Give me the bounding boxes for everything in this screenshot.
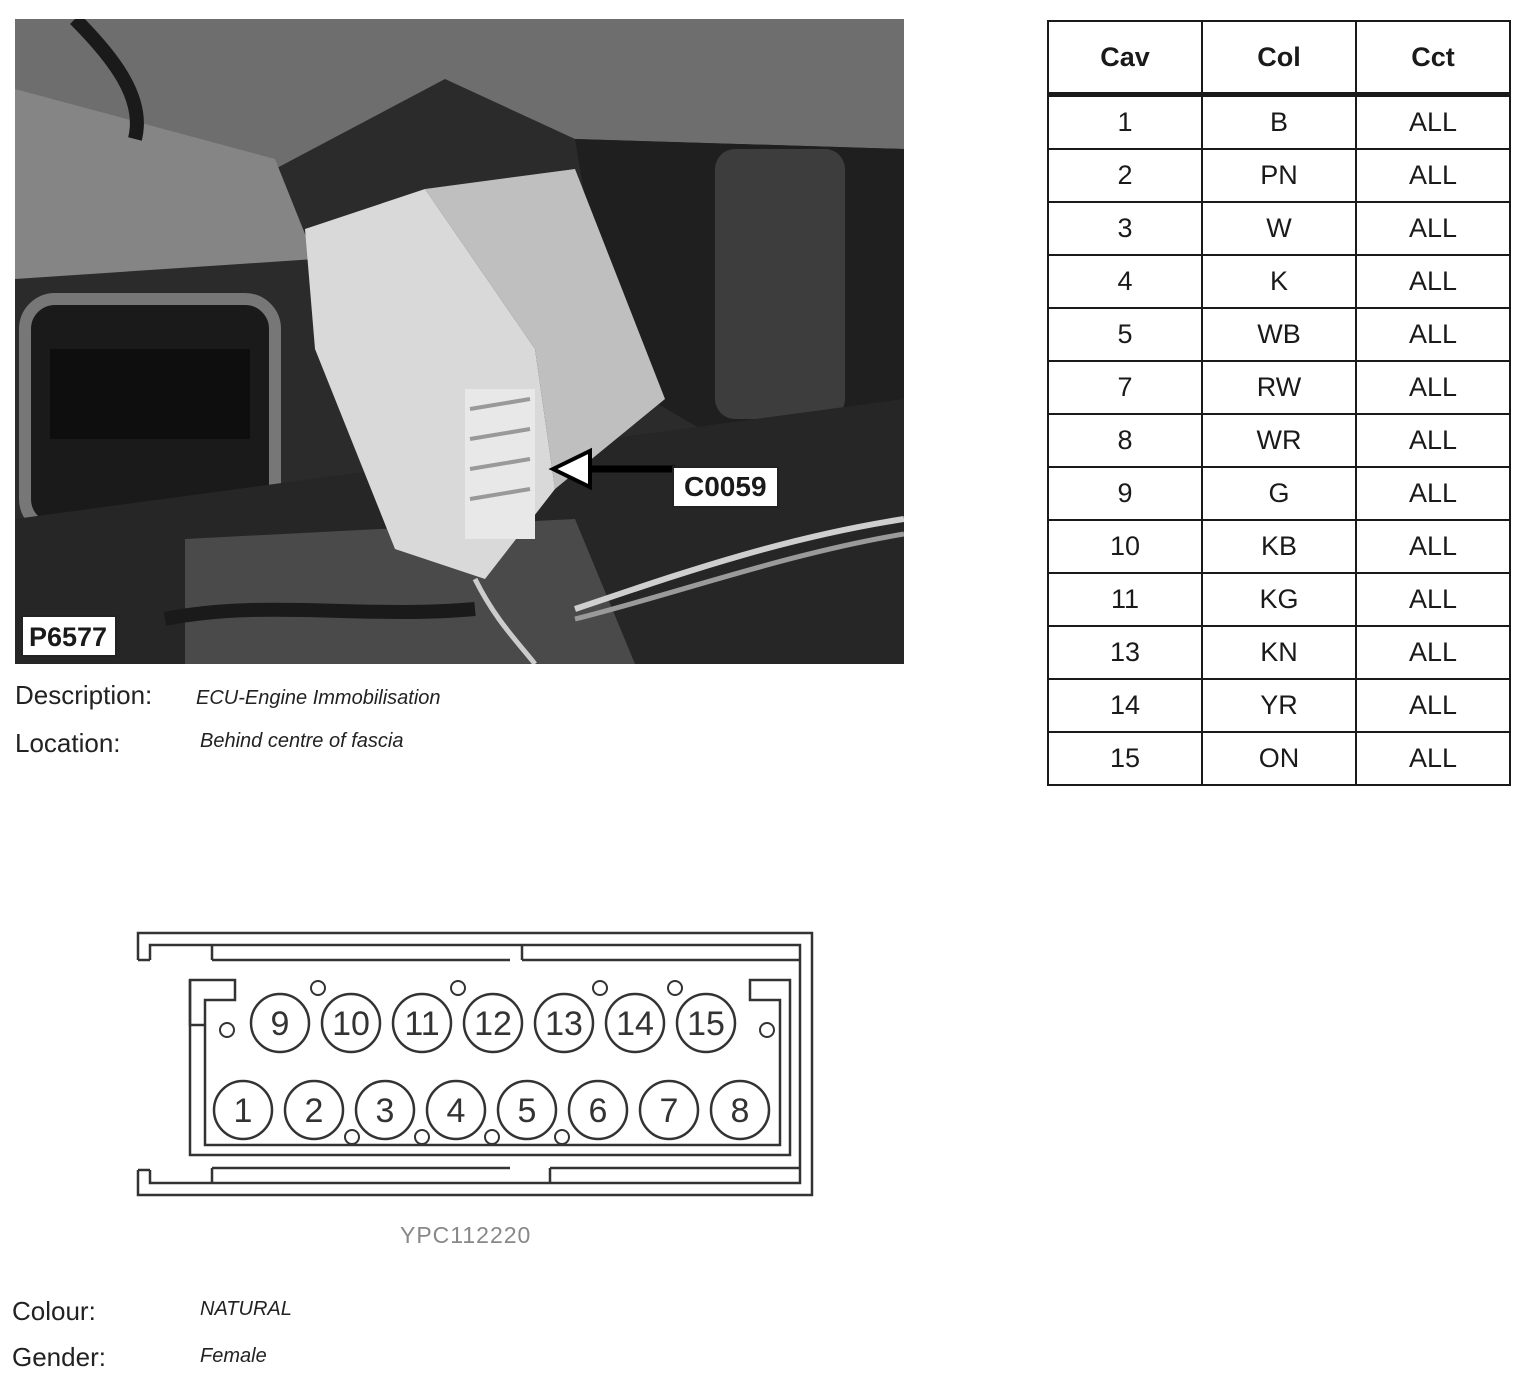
pin-cavity [322, 994, 380, 1052]
cell-cavity: 10 [1048, 520, 1202, 573]
table-row [1048, 202, 1510, 255]
cell-colour: B [1202, 95, 1356, 150]
top-pin-row [251, 994, 735, 1052]
table-row [1048, 626, 1510, 679]
cell-circuit: ALL [1356, 467, 1510, 520]
description-label: Description: [15, 680, 153, 710]
cell-circuit: ALL [1356, 255, 1510, 308]
cell-circuit: ALL [1356, 679, 1510, 732]
pin-number: 3 [375, 1092, 395, 1130]
cell-cavity: 4 [1048, 255, 1202, 308]
cell-colour: WR [1202, 414, 1356, 467]
pin-number: 11 [404, 1005, 440, 1043]
cell-cavity: 15 [1048, 732, 1202, 785]
cell-colour: YR [1202, 679, 1356, 732]
pin-number: 4 [446, 1092, 466, 1130]
pin-number: 15 [687, 1005, 725, 1043]
cell-cavity: 13 [1048, 626, 1202, 679]
cell-cavity: 14 [1048, 679, 1202, 732]
pin-cavity [711, 1081, 769, 1139]
table-header-row [1048, 21, 1510, 95]
pin-number: 7 [659, 1092, 679, 1130]
pin-cavity [427, 1081, 485, 1139]
table-row [1048, 573, 1510, 626]
location-value: Behind centre of fascia [200, 730, 404, 752]
connector-photo [15, 19, 904, 664]
header-cavity: Cav [1048, 21, 1202, 95]
cell-colour: W [1202, 202, 1356, 255]
pin-cavity [214, 1081, 272, 1139]
cell-circuit: ALL [1356, 573, 1510, 626]
cell-cavity: 9 [1048, 467, 1202, 520]
cell-circuit: ALL [1356, 95, 1510, 150]
cell-colour: K [1202, 255, 1356, 308]
description-value: ECU-Engine Immobilisation [196, 687, 441, 709]
pin-number: 9 [270, 1005, 290, 1043]
pin-cavity [569, 1081, 627, 1139]
pin-cavity [251, 994, 309, 1052]
pin-number: 14 [616, 1005, 654, 1043]
pin-number: 10 [332, 1005, 370, 1043]
colour-label: Colour: [12, 1296, 96, 1326]
table-row [1048, 414, 1510, 467]
cell-cavity: 11 [1048, 573, 1202, 626]
pin-table [1047, 20, 1511, 786]
cell-colour: PN [1202, 149, 1356, 202]
pin-cavity [393, 994, 451, 1052]
pin-cavity [677, 994, 735, 1052]
pin-cavity [640, 1081, 698, 1139]
pin-number: 6 [588, 1092, 608, 1130]
cell-colour: KG [1202, 573, 1356, 626]
pin-number: 13 [545, 1005, 583, 1043]
header-colour: Col [1202, 21, 1356, 95]
cell-cavity: 8 [1048, 414, 1202, 467]
table-row [1048, 520, 1510, 573]
cell-colour: WB [1202, 308, 1356, 361]
table-row [1048, 255, 1510, 308]
cell-circuit: ALL [1356, 520, 1510, 573]
connector-id-callout: C0059 [672, 466, 779, 508]
cell-circuit: ALL [1356, 626, 1510, 679]
location-label: Location: [15, 728, 121, 758]
cell-cavity: 7 [1048, 361, 1202, 414]
connector-part-number: YPC112220 [400, 1222, 532, 1248]
pin-number: 12 [474, 1005, 512, 1043]
pin-number: 8 [730, 1092, 750, 1130]
pin-table-body [1048, 95, 1510, 786]
connector-face-diagram [130, 925, 830, 1215]
colour-value: NATURAL [200, 1298, 292, 1320]
cell-circuit: ALL [1356, 414, 1510, 467]
pin-number: 5 [517, 1092, 537, 1130]
cell-circuit: ALL [1356, 202, 1510, 255]
table-row [1048, 732, 1510, 785]
connector-photo-image [15, 19, 904, 664]
gender-value: Female [200, 1345, 267, 1367]
cell-cavity: 1 [1048, 95, 1202, 150]
cell-colour: G [1202, 467, 1356, 520]
pin-number: 1 [233, 1092, 253, 1130]
pin-cavity [535, 994, 593, 1052]
cell-circuit: ALL [1356, 732, 1510, 785]
cell-circuit: ALL [1356, 361, 1510, 414]
pin-cavity [356, 1081, 414, 1139]
pin-cavity [606, 994, 664, 1052]
pin-cavity [285, 1081, 343, 1139]
table-row [1048, 679, 1510, 732]
table-row [1048, 95, 1510, 150]
table-row [1048, 467, 1510, 520]
gender-label: Gender: [12, 1342, 106, 1372]
cell-circuit: ALL [1356, 149, 1510, 202]
table-row [1048, 149, 1510, 202]
cell-cavity: 3 [1048, 202, 1202, 255]
photo-reference-label: P6577 [21, 615, 117, 657]
cell-cavity: 2 [1048, 149, 1202, 202]
pin-cavity [464, 994, 522, 1052]
pin-number: 2 [304, 1092, 324, 1130]
header-circuit: Cct [1356, 21, 1510, 95]
table-row [1048, 361, 1510, 414]
pin-cavity [498, 1081, 556, 1139]
cell-cavity: 5 [1048, 308, 1202, 361]
cell-colour: ON [1202, 732, 1356, 785]
cell-circuit: ALL [1356, 308, 1510, 361]
cell-colour: KN [1202, 626, 1356, 679]
cell-colour: KB [1202, 520, 1356, 573]
table-row [1048, 308, 1510, 361]
cell-colour: RW [1202, 361, 1356, 414]
